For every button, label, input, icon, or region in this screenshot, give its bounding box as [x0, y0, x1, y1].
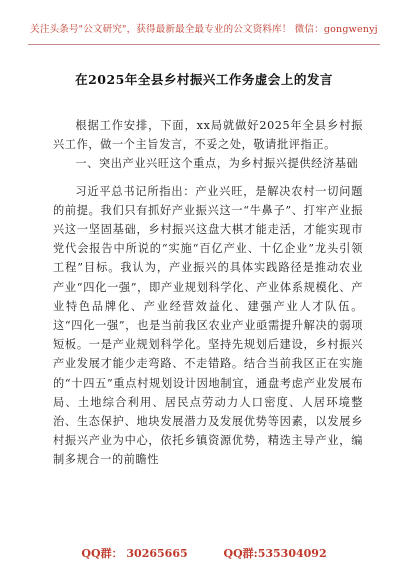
section-heading-1: 一、突出产业兴旺这个重点，为乡村振兴提供经济基础	[75, 157, 359, 171]
paragraph-intro: 根据工作安排，下面，xx局就做好2025年全县乡村振兴工作，做一个主旨发言，不妥之处，敬请批评指正。	[53, 119, 363, 152]
header-banner	[28, 22, 380, 45]
paragraph-body: 习近平总书记所指出：产业兴旺，是解决农村一切问题的前提。我们只有抓好产业振兴这一“牛鼻子”、打牢产业振兴这一坚固基础，乡村振兴这盘大棋才能走活，才能实现市党代会报告中所说的“实施“百亿产业、十亿企业”龙头引领工程”目标。我认为，产业振兴的具体实践路径是推动农业产业“四化一强”，即产业规划科学化、产业体系规模化、产业特色品牌化、产业经营效益化、建强产业人才队伍。这“四化一强”，也是当前我区农业产业亟需提升解决的弱项短板。一是产业规划科学化。坚持先规划后建设，乡村振兴产业发展才能少走弯路、不走错路。结合当前我区正在实施的“十四五”重点村规划设计因地制宜，通盘考虑产业发展布局、土地综合利用、居民点劳动力人口密度、人居环境整治、生态保护、地块发展潜力及发展优势等因素，以发展乡村振兴产业为中心，依托乡镇资源优势，精选主导产业，编制多规合一的前瞻性	[53, 184, 364, 467]
footer-qq-group-2: QQ群:535304092	[223, 547, 327, 560]
document-title: 在2025年全县乡村振兴工作务虚会上的发言	[75, 72, 333, 87]
footer-contact	[0, 545, 408, 561]
footer-qq-group-1: QQ群： 30265665	[81, 547, 188, 560]
document-body	[53, 116, 363, 470]
header-banner-text: 关注头条号"公文研究"，获得最新最全最专业的公文资料库！ 微信：gongwenyj	[30, 24, 378, 35]
